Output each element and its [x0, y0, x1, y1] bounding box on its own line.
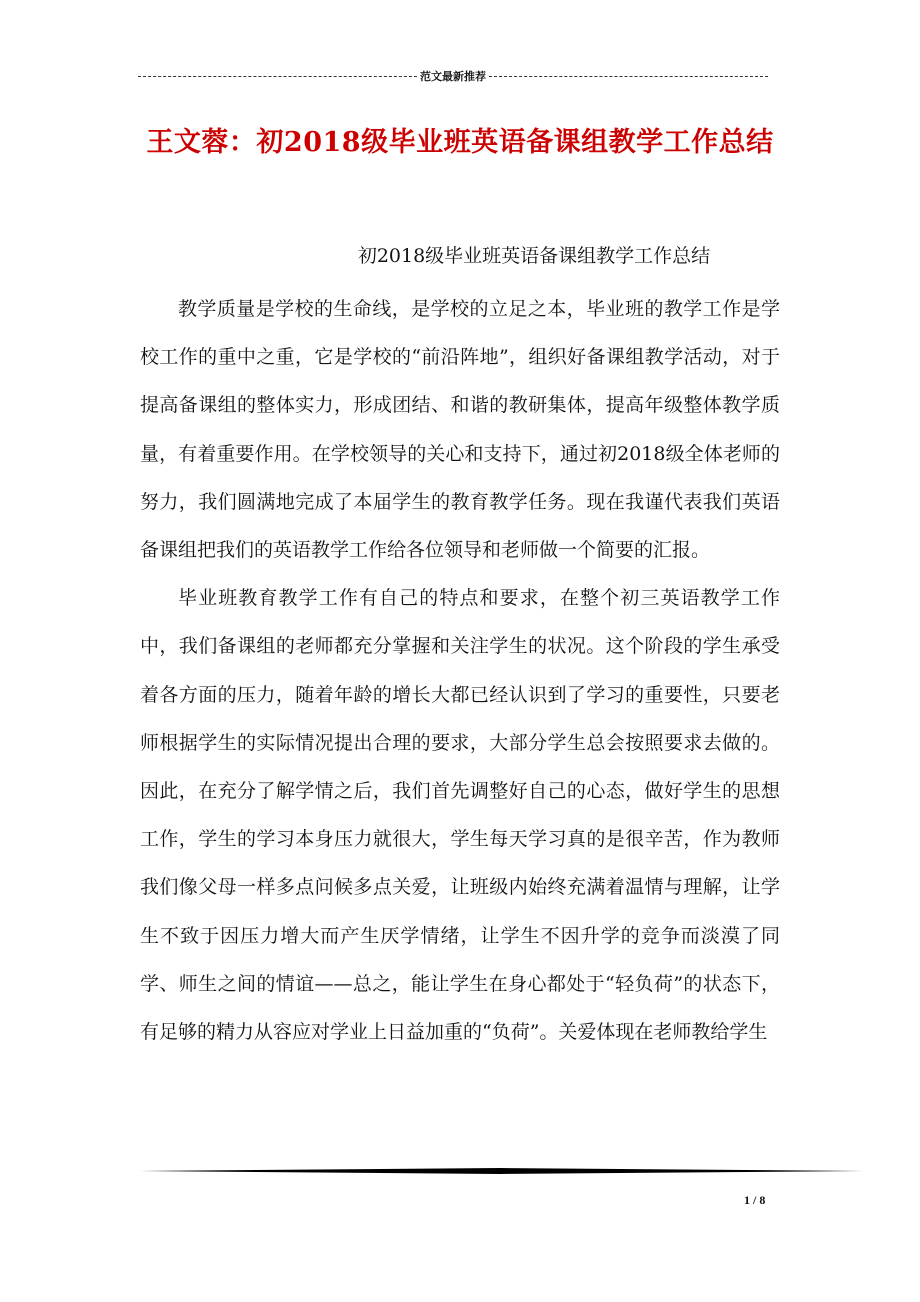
document-title: 王文蓉：初2018级毕业班英语备课组教学工作总结	[146, 127, 774, 158]
header-dash-right	[489, 76, 768, 77]
document-body	[140, 285, 780, 1056]
document-subtitle: 初2018级毕业班英语备课组教学工作总结	[357, 245, 711, 267]
header-dash-left	[138, 76, 417, 77]
paragraph: 毕业班教育教学工作有自己的特点和要求，在整个初三英语教学工作中，我们备课组的老师都充分掌握和关注学生的状况。这个阶段的学生承受着各方面的压力，随着年龄的增长大都已经认识到了学习的重要性，只要老师根据学生的实际情况提出合理的要求，大部分学生总会按照要求去做的。因此，在充分了解学情之后，我们首先调整好自己的心态，做好学生的思想工作，学生的学习本身压力就很大，学生每天学习真的是很辛苦，作为教师我们像父母一样多点问候多点关爱，让班级内始终充满着温情与理解，让学生不致于因压力增大而产生厌学情绪，让学生不因升学的竞争而淡漠了同学、师生之间的情谊——总之，能让学生在身心都处于“轻负荷”的状态下，有足够的精力从容应对学业上日益加重的“负荷”。关爱体现在老师教给学生	[140, 587, 780, 1044]
page-number: 1 / 8	[744, 1193, 766, 1207]
page-header	[138, 68, 768, 84]
header-label: 范文最新推荐	[420, 70, 486, 83]
paragraph: 教学质量是学校的生命线，是学校的立足之本，毕业班的教学工作是学校工作的重中之重，它是学校的“前沿阵地”，组织好备课组教学活动，对于提高备课组的整体实力，形成团结、和谐的教研集体，提高年级整体教学质量，有着重要作用。在学校领导的关心和支持下，通过初2018级全体老师的努力，我们圆满地完成了本届学生的教育教学任务。现在我谨代表我们英语备课组把我们的英语教学工作给各位领导和老师做一个简要的汇报。	[140, 298, 780, 562]
footer-divider-line	[140, 1168, 863, 1174]
footer-divider	[140, 1168, 863, 1174]
